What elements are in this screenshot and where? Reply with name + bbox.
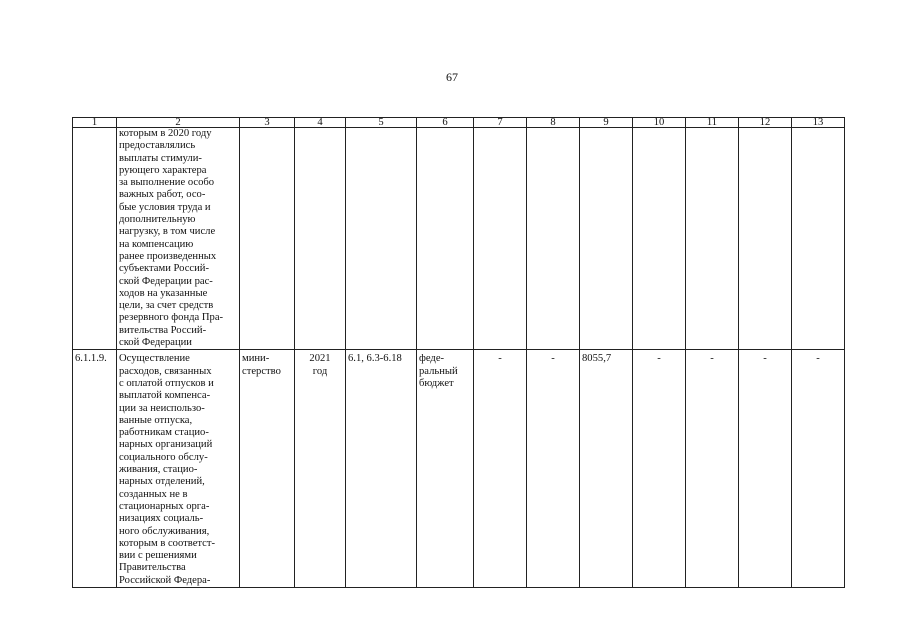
column-header: 12: [739, 118, 792, 128]
year-cell: [295, 128, 346, 350]
column-header: 6: [417, 118, 474, 128]
value-cell: -: [527, 350, 580, 588]
column-header: 4: [295, 118, 346, 128]
column-header: 3: [240, 118, 295, 128]
column-header: 1: [73, 118, 117, 128]
source-cell: [417, 128, 474, 350]
value-cell: [686, 128, 739, 350]
value-cell: -: [686, 350, 739, 588]
description-cell: которым в 2020 году предоставлялись выплаты стимули- рующего характера за выполнение особо важных работ, осо- бые условия труда и дополнительную нагрузку, в том числе на компенсацию ранее произведенных субъектами Россий- ской Федерации рас- ходов на указанные цели, за счет средств резервного фонда Пра- вительства Россий- ской Федерации: [117, 128, 240, 350]
column-header: 7: [474, 118, 527, 128]
executor-cell: мини- стерство: [240, 350, 295, 588]
indicators-cell: [346, 128, 417, 350]
value-cell: -: [474, 350, 527, 588]
value-cell: -: [792, 350, 845, 588]
code-cell: 6.1.1.9.: [73, 350, 117, 588]
value-cell: [474, 128, 527, 350]
executor-cell: [240, 128, 295, 350]
column-header: 10: [633, 118, 686, 128]
budget-table: [72, 117, 845, 588]
source-cell: феде- ральный бюджет: [417, 350, 474, 588]
column-header: 5: [346, 118, 417, 128]
column-number-row: [73, 118, 845, 128]
value-cell: [580, 128, 633, 350]
column-header: 8: [527, 118, 580, 128]
amount-cell: 8055,7: [580, 350, 633, 588]
value-cell: -: [739, 350, 792, 588]
value-cell: -: [633, 350, 686, 588]
column-header: 13: [792, 118, 845, 128]
indicators-cell: 6.1, 6.3-6.18: [346, 350, 417, 588]
column-header: 2: [117, 118, 240, 128]
continuation-row: [73, 128, 845, 350]
value-cell: [739, 128, 792, 350]
code-cell: [73, 128, 117, 350]
column-header: 9: [580, 118, 633, 128]
value-cell: [527, 128, 580, 350]
year-cell: 2021 год: [295, 350, 346, 588]
page-number: 67: [446, 70, 458, 84]
column-header: 11: [686, 118, 739, 128]
item-row: [73, 350, 845, 588]
description-cell: Осуществление расходов, связанных с оплатой отпусков и выплатой компенса- ции за неиспользо- ванные отпуска, работникам стацио- нарных организаций социального обслу- живания, стацио- нарных отделений, созданных не в стационарных орга- низациях социаль- ного обслуживания, которым в соответст- вии с решениями Правительства Российской Федера-: [117, 350, 240, 588]
value-cell: [633, 128, 686, 350]
value-cell: [792, 128, 845, 350]
